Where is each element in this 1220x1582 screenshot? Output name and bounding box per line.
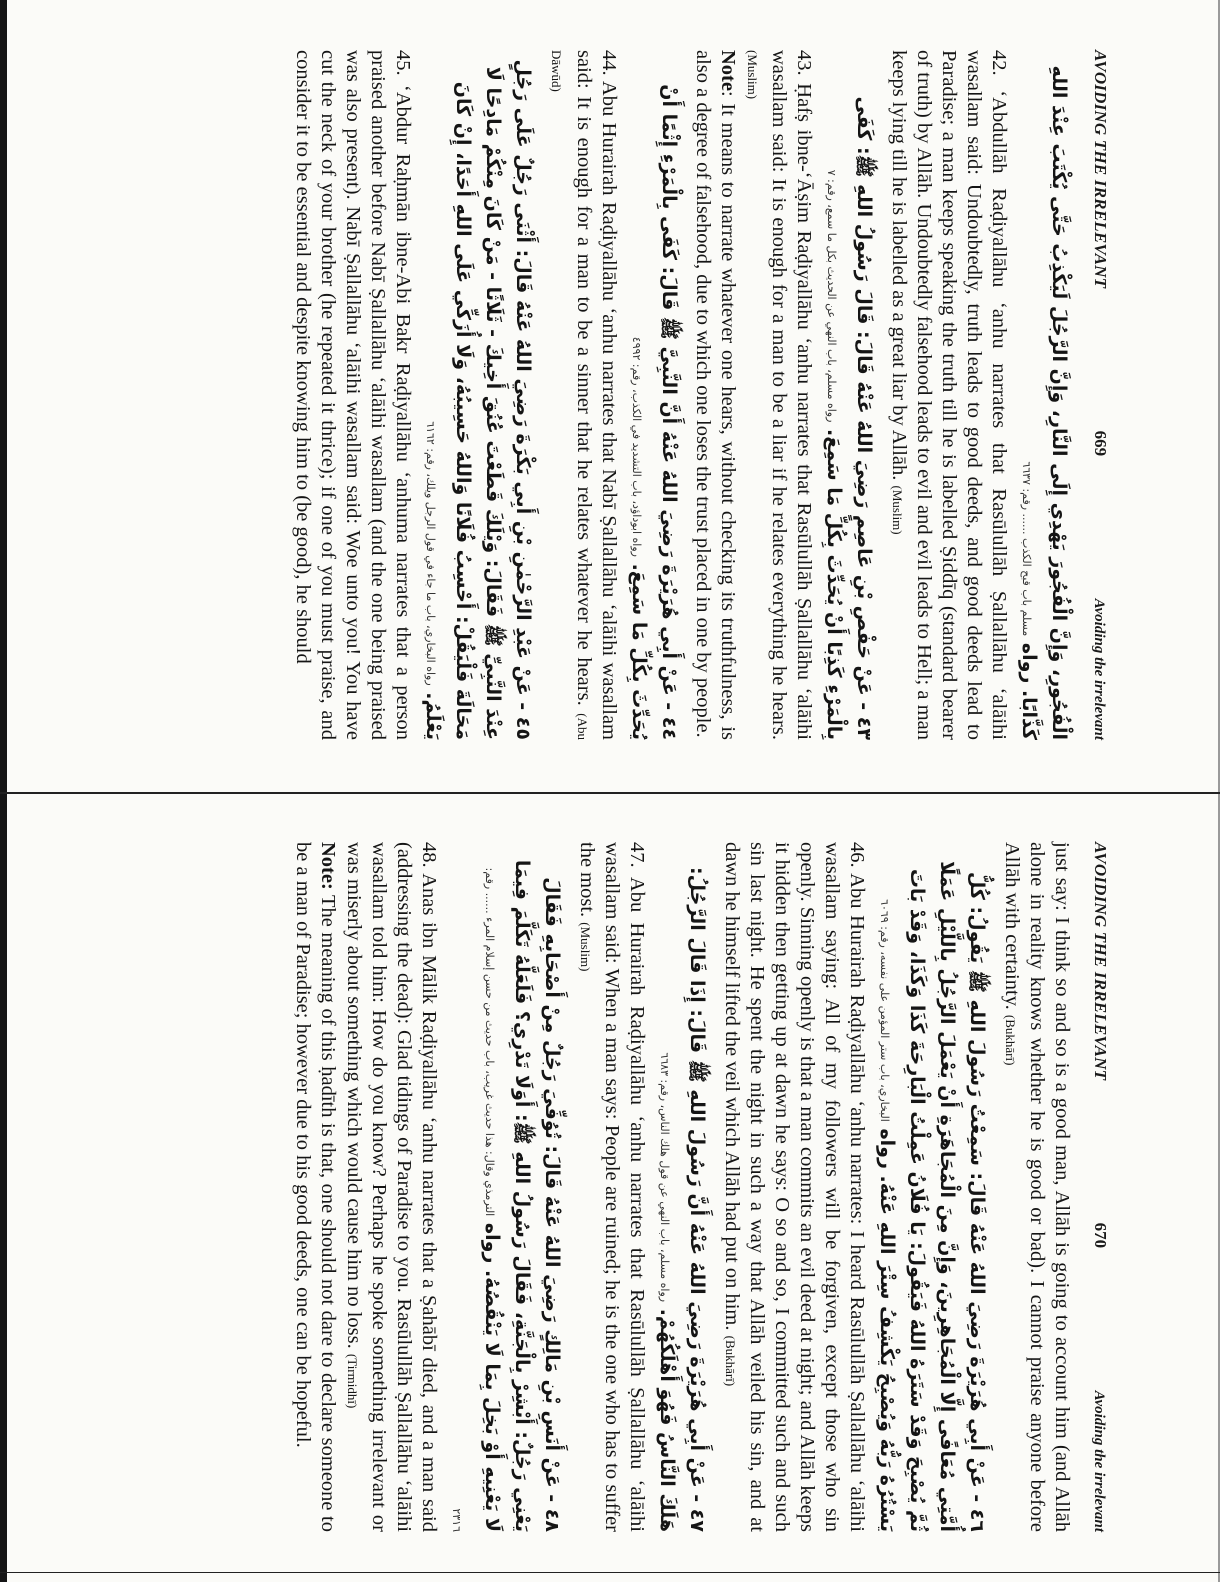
arabic-text (1011, 50, 1074, 740)
english-translation (718, 842, 869, 1532)
page-divider (0, 792, 1220, 794)
running-title: AVOIDING THE IRRELEVANT (1091, 842, 1110, 1081)
translation-text: 48. Anas ibn Mālik Raḍiyallāhu ‘anhu narrates that a Ṣahābī died, and a man said (addressing the dead): Glad tidings of Paradise to you. Rasūlullāh Ṣallallāhu ‘alāihi wasallam told him: How do you know? Perhaps he spoke something irrelevant or was miserly about something which would cause him no loss. (343, 842, 440, 1532)
hadith-45 (290, 50, 538, 740)
translation-text: 45. ‘Abdur Raḥmān ibne-Abi Bakr Raḍiyallāhu ‘anhuma narrates that a person praised another before Nabī Ṣallallāhu ‘alāihi wasallam (and the one being praised was also present). Nabī Ṣallallāhu ‘alāihi wasallam said: Woe unto you! You have cut the neck of your brother (he repeated it thrice); if one of you must praise, and consider it to be essential and despite knowing him to (be good), he should (292, 50, 414, 740)
scan-edge-bottom (0, 1572, 1220, 1573)
english-translation (573, 842, 649, 1532)
running-subtitle: Avoiding the irrelevant (1091, 598, 1107, 740)
arabic-reference: رواه ابوداؤد، باب التشديد في الكذب، رقم: ٤٩٩٢ (630, 336, 643, 557)
arabic-text-body: ٤٤ - عَنْ أَبِي هُرَيْرَةَ رَضِيَ اللهُ عَنْهُ أَنَّ النَّبِيَّ ﷺ قَالَ: كَفَى بِالْمَرْءِ إِثْمًا أَنْ يُحَدِّثَ بِكُلِّ مَا سَمِعَ. (628, 84, 680, 740)
arabic-reference: رواه مسلم، باب النهي عن قول هلك الناس، رقم: ٦٦٨٣ (658, 1052, 671, 1303)
arabic-text (869, 842, 992, 1532)
note-label: Note: (317, 842, 339, 890)
english-translation (998, 842, 1074, 1532)
scan-edge-left (0, 0, 7, 1582)
arabic-text (816, 50, 879, 740)
source-citation: (Bukhārī) (723, 1335, 738, 1387)
running-subtitle: Avoiding the irrelevant (1091, 1390, 1107, 1532)
translation-text: 42. ‘Abdullāh Raḍiyallāhu ‘anhu narrates that Rasūlullāh Ṣallallāhu ‘alāihi wasallam said: Undoubtedly, truth leads to good deeds, and good deeds lead to Paradise; a man keeps speaking the truth till he is labelled Ṣiddīq (standard bearer of truth) by Allāh. Undoubtedly falsehood leads to evil and evil leads to Hell; a man keeps lying till he is labelled as a great liar by Allāh. (888, 50, 1010, 740)
page-number: 669 (1091, 430, 1110, 457)
hadith-47 (573, 842, 712, 1532)
running-head (1082, 50, 1110, 740)
english-translation (290, 50, 415, 740)
english-translation (885, 50, 1011, 740)
book-page-669 (60, 50, 1110, 740)
arabic-text (649, 842, 712, 1532)
hadith-42 (885, 50, 1074, 740)
hadith-46 (718, 842, 992, 1532)
arabic-text-body: ٤٨ - عَنْ أَنَسِ بْنِ مَالِكٍ رَضِيَ اللهُ عَنْهُ قَالَ: تُوُفِّيَ رَجُلٌ مِنْ أَصْحَابِهِ فَقَالَ يَعْنِي رَجُلٌ: أَبْشِرْ بِالْجَنَّةِ، فَقَالَ رَسُولُ اللهِ ﷺ: أَوَلَا تَدْرِي؟ فَلَعَلَّهُ تَكَلَّمَ فِيمَا لَا يَعْنِيهِ أَوْ بَخِلَ بِمَا لَا يَنْقُصُهُ. رواه (481, 859, 563, 1532)
note-label: Note (717, 50, 739, 91)
arabic-reference: رواه البخاري، باب ما جاء في قول الرجل ويلك، رقم: ٦١٦٢ (424, 421, 437, 686)
page-number: 670 (1091, 1222, 1110, 1249)
arabic-text-body: الْفُجُورِ، وَإِنَّ الْفُجُورَ يَهْدِي إِلَى النَّارِ، وَإِنَّ الرَّجُلَ لَيَكْذِبُ حَتَّى يُكْتَبَ عِنْدَ اللهِ كَذَّابًا. رواه (1018, 65, 1070, 740)
arabic-reference: البخاري، باب ستر المؤمن على نفسه، رقم: ٦٠٦٩ (878, 899, 891, 1122)
hadith-45-continued (998, 842, 1074, 1532)
source-citation: (Tirmidhī) (345, 1353, 360, 1409)
arabic-text-body: ٤٥ - عَنْ عَبْدِ الرَّحْمٰنِ بْنِ أَبِي بَكْرَةَ رَضِيَ اللهُ عَنْهُ قَالَ: أَثْنَى رَجُلٌ عَلَى رَجُلٍ عِنْدَ النَّبِيِّ ﷺ فَقَالَ: وَيْلَكَ قَطَعْتَ عُنُقَ أَخِيكَ - ثَلَاثًا - مَنْ كَانَ مِنْكُمْ مَادِحًا لَا مَحَالَةَ فَلْيَقُلْ: أَحْسِبُ فُلَانًا وَاللهُ حَسِيبُهُ، وَلَا أُزَكِّي عَلَى اللهِ أَحَدًا، إِنْ كَانَ يَعْلَمُ. (422, 59, 534, 740)
arabic-text (621, 50, 684, 740)
hadith-48 (290, 842, 567, 1532)
arabic-reference: رواه مسلم، باب النهي عن الحديث بكل ما سمع، رقم: ٧ (825, 169, 838, 423)
source-citation: (Muslim) (745, 50, 760, 100)
arabic-text (415, 50, 538, 740)
running-title: AVOIDING THE IRRELEVANT (1091, 50, 1110, 289)
arabic-reference: الترمذي وقال: هذا حديث غريب، باب حديث من حسن إسلام المرء ...... رقم: ٢٣١٦ (450, 867, 496, 1532)
book-page-670 (60, 842, 1110, 1532)
english-translation (544, 50, 621, 740)
translation-text: 47. Abu Hurairah Raḍiyallāhu ‘anhu narrates that Rasūlullāh Ṣallallāhu ‘alāihi wasallam said: When a man says: People are ruined; he is the one who has to suffer the most. (576, 842, 648, 1532)
arabic-text-body: ٤٦ - عَنْ أَبِي هُرَيْرَةَ رَضِيَ اللهُ عَنْهُ قَالَ: سَمِعْتُ رَسُولَ اللهِ ﷺ يَقُولُ: كُلُّ أُمَّتِي مُعَافًى إِلَّا الْمُجَاهِرِينَ، وَإِنَّ مِنَ الْمُجَاهَرَةِ أَنْ يَعْمَلَ الرَّجُلُ بِاللَّيْلِ عَمَلًا ثُمَّ يُصْبِحَ وَقَدْ سَتَرَهُ اللهُ فَيَقُولَ: يَا فُلَانُ عَمِلْتُ الْبَارِحَةَ كَذَا وَكَذَا، وَقَدْ بَاتَ يَسْتُرُهُ رَبُّهُ وَيُصْبِحُ يَكْشِفُ سِتْرَ اللهِ عَنْهُ. رواه (876, 861, 988, 1532)
source-citation: (Muslim) (578, 922, 593, 972)
translation-text: 46. Abu Hurairah Raḍiyallāhu ‘anhu narrates: I heard Rasūlullāh Ṣallallāhu ‘alāihi wasallam saying: All of my followers will be forgiven, except those who sin openly. Sinning openly is that a man commits an evil deed at night; and Allāh keeps it hidden then getting up at dawn he says: O so and so, I committed such and such sin last night. He spent the night in such a way that Allāh veiled his sin, and at dawn he himself lifted the veil which Allāh had put on him. (721, 842, 868, 1532)
arabic-text-body: ٤٧ - عَنْ أَبِي هُرَيْرَةَ رَضِيَ اللهُ عَنْهُ أَنَّ رَسُولَ اللهِ ﷺ قَالَ: إِذَا قَالَ الرَّجُلُ: هَلَكَ النَّاسُ فَهُوَ أَهْلَكُهُمْ. (656, 867, 708, 1532)
english-translation (690, 50, 816, 740)
source-citation: (Bukhārī) (1003, 1014, 1018, 1066)
source-citation: (Muslim) (890, 485, 905, 535)
note-text: : It means to narrate whatever one hears, without checking its truthfulness, is also a degree of falsehood, due to which one loses the trust placed in one by people. (692, 50, 739, 740)
arabic-reference: مسلم باب قبح الكذب ...... رقم: ٦٦٣٧ (1020, 461, 1033, 637)
hadith-44 (544, 50, 684, 740)
english-translation (290, 842, 441, 1532)
translation-text: just say: I think so and so is a good man, Allāh is going to account him (and Allāh alone in reality knows whether he is good or bad). I cannot praise anyone before Allāh with certainty. (1001, 842, 1073, 1532)
source-citation: (Abu Dāwūd) (549, 50, 590, 740)
running-head (1082, 842, 1110, 1532)
arabic-text-body: ٤٣ - عَنْ حَفْصِ بْنِ عَاصِمٍ رَضِيَ اللهُ عَنْهُ قَالَ: قَالَ رَسُولُ اللهِ ﷺ: كَفَى بِالْمَرْءِ كَذِبًا أَنْ يُحَدِّثَ بِكُلِّ مَا سَمِعَ. (823, 96, 875, 740)
hadith-43 (690, 50, 879, 740)
translation-text: 44. Abu Hurairah Raḍiyallāhu ‘anhu narrates that Nabī Ṣallallāhu ‘alāihi wasallam said: It is enough for a man to be a sinner that he relates whatever he hears. (573, 50, 620, 740)
arabic-text (441, 842, 567, 1532)
translation-text: 43. Ḥafṣ ibne-‘Āṣim Raḍiyallāhu ‘anhu narrates that Rasūlullāh Ṣallallāhu ‘alāihi wasallam said: It is enough for a man to be a liar if he relates everything he hears. (768, 50, 815, 740)
note-text: The meaning of this ḥadīth is that, one should not dare to declare someone to be a man of Paradise; however due to his good deeds, one can be hopeful. (292, 842, 339, 1532)
